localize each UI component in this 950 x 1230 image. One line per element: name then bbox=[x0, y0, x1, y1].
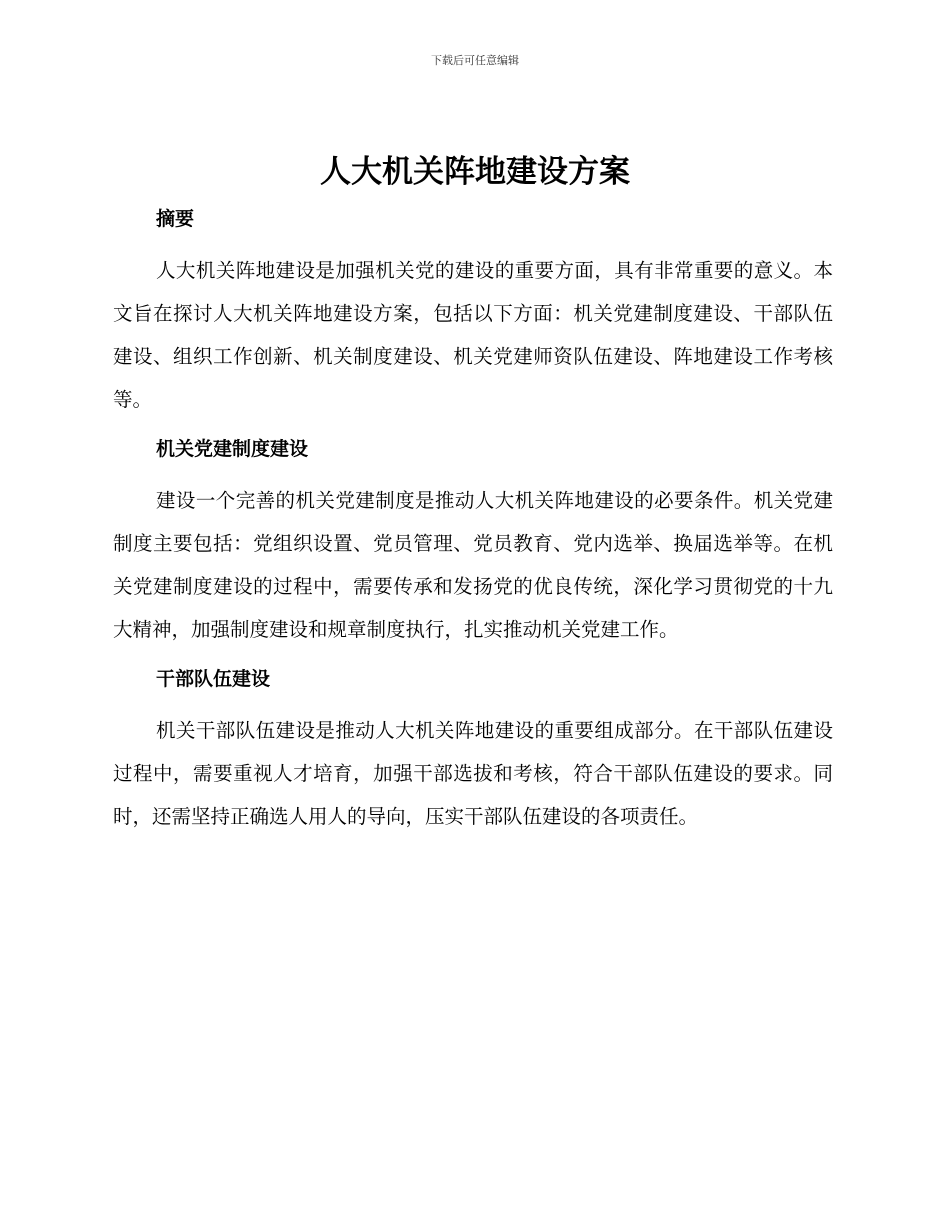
section-heading-abstract: 摘要 bbox=[156, 208, 195, 230]
section-paragraph-cadre-team: 机关干部队伍建设是推动人大机关阵地建设的重要组成部分。在干部队伍建设过程中，需要重视人才培育，加强干部选拔和考核，符合干部队伍建设的要求。同时，还需坚持正确选人用人的导向，压实干部队伍建设的各项责任。 bbox=[113, 719, 833, 828]
section-heading-party-system: 机关党建制度建设 bbox=[156, 438, 309, 460]
section-paragraph-abstract: 人大机关阵地建设是加强机关党的建设的重要方面，具有非常重要的意义。本文旨在探讨人大机关阵地建设方案，包括以下方面：机关党建制度建设、干部队伍建设、组织工作创新、机关制度建设、机关党建师资队伍建设、阵地建设工作考核等。 bbox=[113, 259, 833, 411]
document-title: 人大机关阵地建设方案 bbox=[320, 154, 630, 190]
document-body bbox=[113, 203, 833, 838]
section-heading-cadre-team: 干部队伍建设 bbox=[156, 668, 271, 690]
section-paragraph-party-system: 建设一个完善的机关党建制度是推动人大机关阵地建设的必要条件。机关党建制度主要包括：党组织设置、党员管理、党员教育、党内选举、换届选举等。在机关党建制度建设的过程中，需要传承和发扬党的优良传统，深化学习贯彻党的十九大精神，加强制度建设和规章制度执行，扎实推动机关党建工作。 bbox=[113, 489, 833, 641]
header-note: 下载后可任意编辑 bbox=[431, 54, 519, 67]
